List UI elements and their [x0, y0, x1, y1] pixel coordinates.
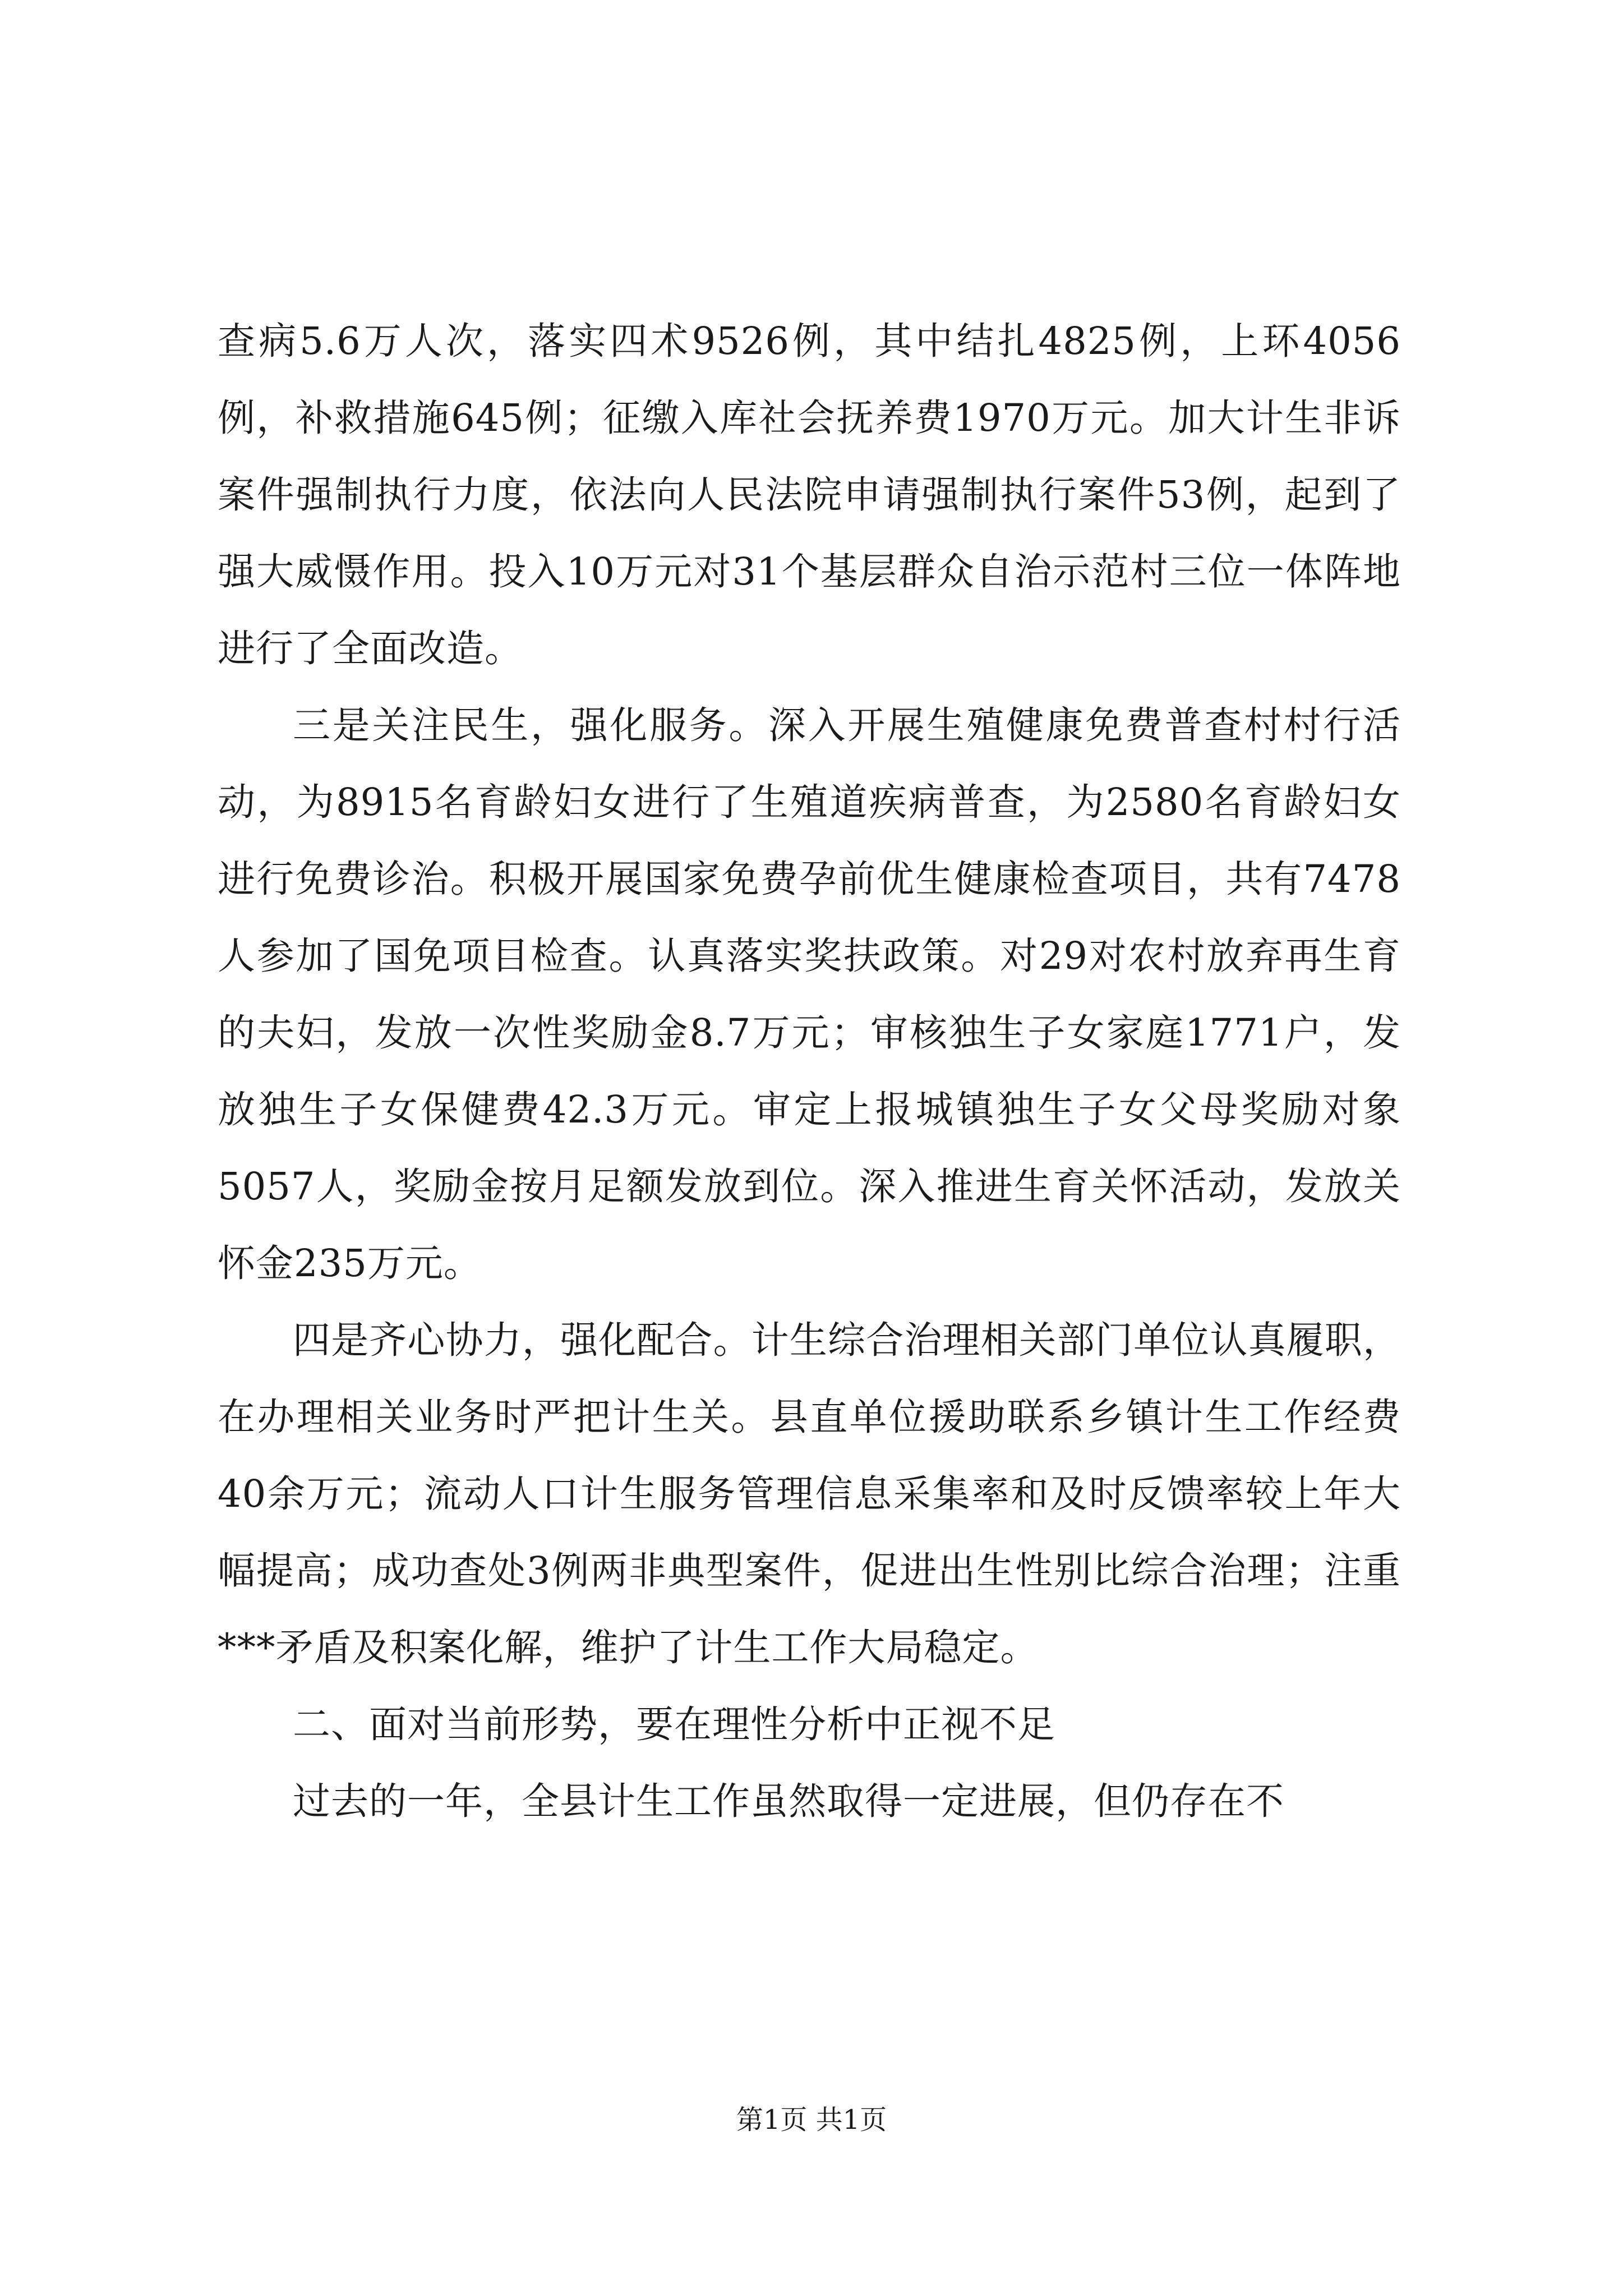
section-heading: 二、面对当前形势，要在理性分析中正视不足: [293, 1703, 1055, 1746]
paragraph-services: 三是关注民生，强化服务。深入开展生殖健康免费普查村村行活动，为8915名育龄妇女进行了生殖道疾病普查，为2580名育龄妇女进行免费诊治。积极开展国家免费孕前优生健康检查项目，共有7478人参加了国免项目检查。认真落实奖扶政策。对29对农村放弃再生育的夫妇，发放一次性奖励金8.7万元；审核独生子女家庭1771户，发放独生子女保健费42.3万元。审定上报城镇独生子女父母奖励对象5057人，奖励金按月足额发放到位。深入推进生育关怀活动，发放关怀金235万元。: [218, 703, 1401, 1285]
page-footer: 第1页 共1页: [736, 2104, 887, 2136]
paragraph-cooperation: 四是齐心协力，强化配合。计生综合治理相关部门单位认真履职，在办理相关业务时严把计生关。县直单位援助联系乡镇计生工作经费40余万元；流动人口计生服务管理信息采集率和及时反馈率较上年大幅提高；成功查处3例两非典型案件，促进出生性别比综合治理；注重***矛盾及积案化解，维护了计生工作大局稳定。: [218, 1318, 1401, 1669]
document-body: [218, 303, 1401, 1840]
paragraph-continued: 查病5.6万人次，落实四术9526例，其中结扎4825例，上环4056例，补救措施645例；征缴入库社会抚养费1970万元。加大计生非诉案件强制执行力度，依法向人民法院申请强制执行案件53例，起到了强大威慑作用。投入10万元对31个基层群众自治示范村三位一体阵地进行了全面改造。: [218, 319, 1401, 670]
paragraph-past-year: 过去的一年，全县计生工作虽然取得一定进展，但仍存在不: [293, 1779, 1284, 1823]
